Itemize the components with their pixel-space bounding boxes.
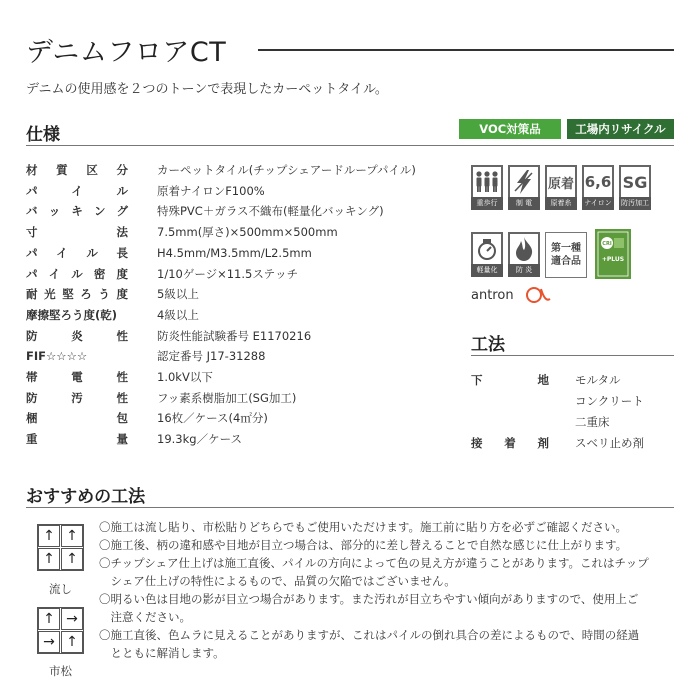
- spec-value: H4.5mm/M3.5mm/L2.5mm: [157, 245, 312, 260]
- spec-row: [26, 305, 466, 325]
- page-subtitle: デニムの使用感を２つのトーンで表現したカーペットタイル。: [26, 82, 388, 97]
- note-line: 〇施工直後、色ムラに見えることがありますが、これはパイルの倒れ具合の差によるもので、時間の経過: [99, 628, 640, 642]
- antistatic-icon: 制 電: [508, 165, 540, 211]
- spec-label: 摩擦堅ろう度(乾): [26, 307, 118, 322]
- pattern-straight-label: 流し: [49, 582, 72, 596]
- spec-value: 認定番号 J17-31288: [157, 349, 266, 364]
- stain-resistant-icon: SG 防汚加工: [619, 165, 651, 211]
- spec-row: [26, 408, 466, 428]
- method-rule: [471, 355, 674, 356]
- spec-value: 防炎性能試験番号 E1170216: [157, 328, 312, 343]
- cri-plus-icon: [595, 229, 631, 279]
- arrow-right-icon: →: [61, 608, 83, 630]
- spec-value: 19.3kg／ケース: [157, 432, 242, 447]
- spec-rule: [26, 145, 674, 146]
- spec-row: [26, 284, 466, 304]
- arrow-up-icon: ↑: [61, 548, 83, 570]
- substrate-value: コンクリート: [575, 394, 644, 408]
- adhesive-label: 接着剤: [471, 436, 549, 450]
- substrate-label: 下地: [471, 373, 549, 387]
- page-title: デニムフロアCT: [26, 37, 227, 68]
- spec-value: 7.5mm(厚さ)×500mm×500mm: [157, 225, 338, 240]
- spec-label: 防炎性: [26, 328, 128, 343]
- spec-label: パイル長: [26, 245, 128, 260]
- substrate-value: モルタル: [575, 373, 621, 387]
- spec-row: [26, 429, 466, 449]
- antron-logo-icon: [525, 285, 551, 309]
- spec-value: カーペットタイル(チップシェアードループパイル): [157, 163, 416, 177]
- adhesive-value: スベリ止め剤: [575, 436, 644, 450]
- spec-row: [26, 181, 466, 201]
- class1-conformity-icon: 第一種 適合品: [545, 232, 587, 278]
- svg-text:+PLUS: +PLUS: [601, 256, 625, 263]
- note-line: 〇施工は流し貼り、市松貼りどちらでもご使用いただけます。施工前に貼り方を必ずご確認ください。: [99, 520, 627, 534]
- lightweight-icon: 軽量化: [471, 232, 503, 278]
- voc-badge: VOC対策品: [459, 119, 561, 139]
- spec-value: 4級以上: [157, 307, 199, 322]
- note-line: とともに解消します。: [99, 646, 225, 660]
- svg-text:CRI: CRI: [602, 241, 612, 247]
- note-line: 注意ください。: [99, 610, 191, 624]
- spec-label: 帯電性: [26, 370, 128, 384]
- arrow-right-icon: →: [38, 631, 60, 653]
- spec-row: [26, 160, 466, 180]
- pattern-straight-tile: [37, 524, 84, 571]
- spec-label: 材質区分: [26, 163, 128, 177]
- spec-row: [26, 326, 466, 346]
- pattern-checker-label: 市松: [49, 664, 72, 678]
- arrow-up-icon: ↑: [38, 608, 60, 630]
- spec-value: 原着ナイロンF100%: [157, 183, 265, 198]
- spec-value: 16枚／ケース(4㎡分): [157, 411, 268, 426]
- spec-label: 防汚性: [26, 390, 128, 405]
- antron-brand: antron: [471, 288, 514, 303]
- spec-row: [26, 243, 466, 263]
- spec-row: [26, 264, 466, 284]
- heavy-traffic-icon: 重歩行: [471, 165, 503, 211]
- spec-row: [26, 201, 466, 221]
- spec-row: [26, 222, 466, 242]
- note-line: 〇施工後、柄の違和感や目地が目立つ場合は、部分的に差し替えることで自然な感じに仕上がります。: [99, 538, 628, 552]
- note-line: 〇チップシェア仕上げは施工直後、パイルの方向によって色の見え方が違うことがあります。これはチップ: [99, 556, 649, 570]
- recommended-heading: おすすめの工法: [26, 487, 146, 507]
- note-line: シェア仕上げの特性によるもので、品質の欠陥ではございません。: [99, 574, 456, 588]
- spec-value: フッ素系樹脂加工(SG加工): [157, 390, 297, 405]
- arrow-up-icon: ↑: [61, 525, 83, 547]
- nylon-icon: 6,6 ナイロン: [582, 165, 614, 211]
- spec-heading: 仕様: [26, 125, 60, 145]
- spec-label: FIF☆☆☆☆: [26, 349, 88, 364]
- title-rule: [258, 49, 674, 51]
- spec-label: 耐光堅ろう度: [26, 287, 128, 302]
- arrow-up-icon: ↑: [61, 631, 83, 653]
- spec-row: [26, 367, 466, 387]
- spec-label: 寸法: [26, 225, 128, 240]
- dope-dyed-icon: 原着 原着糸: [545, 165, 577, 211]
- pattern-checker-tile: [37, 607, 84, 654]
- substrate-value: 二重床: [575, 415, 610, 429]
- flame-retardant-icon: 防 炎: [508, 232, 540, 278]
- spec-value: 1/10ゲージ×11.5ステッチ: [157, 266, 299, 281]
- spec-label: バッキング: [26, 204, 128, 219]
- spec-row: [26, 388, 466, 408]
- spec-label: 重量: [26, 432, 128, 447]
- spec-row: [26, 346, 466, 366]
- arrow-up-icon: ↑: [38, 525, 60, 547]
- method-heading: 工法: [471, 335, 505, 355]
- spec-label: パイル密度: [26, 266, 128, 281]
- recycle-badge: 工場内リサイクル: [567, 119, 674, 139]
- spec-label: パイル: [26, 183, 128, 198]
- spec-value: 特殊PVC＋ガラス不織布(軽量化バッキング): [157, 204, 384, 219]
- spec-label: 梱包: [26, 411, 128, 426]
- arrow-up-icon: ↑: [38, 548, 60, 570]
- spec-value: 5級以上: [157, 287, 199, 302]
- recommended-rule: [26, 507, 674, 508]
- spec-value: 1.0kV以下: [157, 370, 213, 384]
- note-line: 〇明るい色は目地の影が目立つ場合があります。また汚れが目立ちやすい傾向がありますので、使用上ご: [99, 592, 639, 606]
